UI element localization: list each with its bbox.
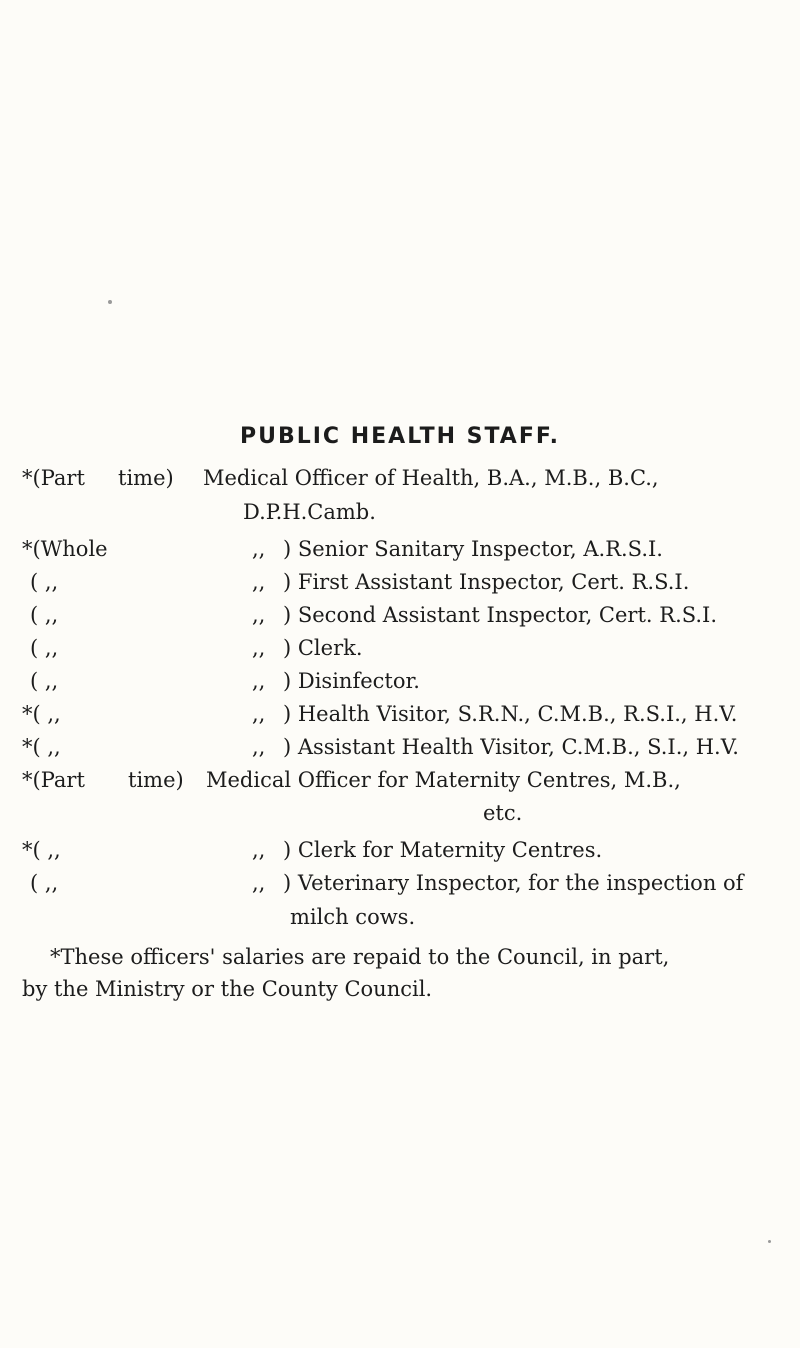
row-prefix: ( ,, [30, 570, 59, 594]
row-description: Medical Officer of Health, B.A., M.B., B.C., [203, 466, 659, 490]
staff-row [0, 669, 800, 701]
staff-row [0, 466, 800, 498]
row-description: ) Clerk for Maternity Centres. [283, 838, 603, 862]
staff-row [0, 702, 800, 734]
staff-row [0, 871, 800, 903]
row-description: ) Clerk. [283, 636, 363, 660]
staff-row [0, 603, 800, 635]
row-description: ) Health Visitor, S.R.N., C.M.B., R.S.I., H.V. [283, 702, 738, 726]
row-description: ) Disinfector. [283, 669, 420, 693]
staff-row [0, 636, 800, 668]
footnote-line-1: *These officers' salaries are repaid to the Council, in part, [50, 945, 670, 969]
page-title: PUBLIC HEALTH STAFF. [239, 424, 561, 449]
row-prefix: *( ,, [22, 838, 61, 862]
staff-row [0, 537, 800, 569]
row-status: time) [118, 466, 174, 490]
row-status: ,, [252, 603, 266, 627]
row-prefix: *( ,, [22, 702, 61, 726]
row-description: ) Senior Sanitary Inspector, A.R.S.I. [283, 537, 663, 561]
paper-speck [108, 300, 112, 304]
row-description: ) Veterinary Inspector, for the inspection of [283, 871, 744, 895]
staff-row [0, 838, 800, 870]
row-continuation: etc. [483, 801, 523, 825]
row-status: ,, [252, 871, 266, 895]
row-prefix: *( ,, [22, 735, 61, 759]
staff-row [0, 735, 800, 767]
row-prefix: *(Part [22, 768, 85, 792]
row-status: ,, [252, 735, 266, 759]
row-status: ,, [252, 537, 266, 561]
row-continuation: D.P.H.Camb. [243, 500, 376, 524]
row-status: ,, [252, 669, 266, 693]
row-status: ,, [252, 570, 266, 594]
row-status: ,, [252, 838, 266, 862]
row-prefix: *(Whole [22, 537, 108, 561]
row-prefix: ( ,, [30, 636, 59, 660]
row-prefix: ( ,, [30, 603, 59, 627]
row-prefix: ( ,, [30, 871, 59, 895]
row-prefix: *(Part [22, 466, 85, 490]
row-description: ) Second Assistant Inspector, Cert. R.S.I. [283, 603, 718, 627]
row-description: ) Assistant Health Visitor, C.M.B., S.I., H.V. [283, 735, 739, 759]
footnote-line-2: by the Ministry or the County Council. [22, 977, 433, 1001]
staff-row [0, 768, 800, 800]
row-status: time) [128, 768, 184, 792]
row-continuation: milch cows. [290, 905, 416, 929]
row-description: ) First Assistant Inspector, Cert. R.S.I. [283, 570, 690, 594]
row-prefix: ( ,, [30, 669, 59, 693]
row-status: ,, [252, 636, 266, 660]
row-status: ,, [252, 702, 266, 726]
paper-speck [768, 1240, 771, 1243]
row-description: Medical Officer for Maternity Centres, M.B., [206, 768, 681, 792]
staff-row [0, 570, 800, 602]
